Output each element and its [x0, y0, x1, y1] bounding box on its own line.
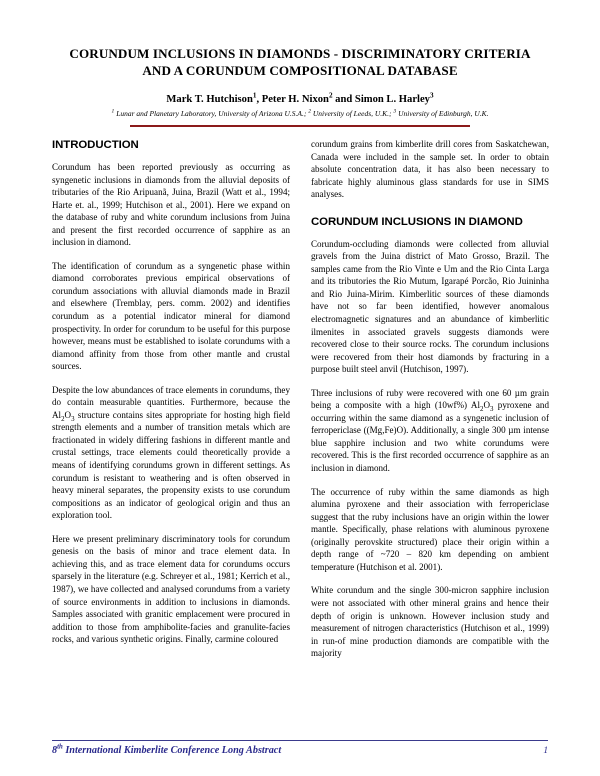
left-column	[52, 138, 290, 660]
footer-row	[52, 744, 548, 758]
author-affiliation-ref-3: 3	[429, 91, 434, 100]
paragraph-intro-4: Here we present preliminary discriminatory tools for corundum genesis on the basis of minor and trace element data. In achieving this, and as trace element data for corundums occurs sparsely in the literature (e.g. Schreyer et al., 1981; Kerrich et al., 1987), we have collected and analysed corundums from a variety of source environments in addition to inclusions in diamonds. Samples associated with granitic emplacement were procured in addition to those from amphibolite-facies and granulite-facies rocks, and various synthetic origins. Finally, carmine coloured	[52, 533, 290, 645]
paragraph-intro-2: The identification of corundum as a syngenetic phase within diamond corroborates previous empirical observations of corundum associations with alluvial diamonds made in Brazil and elsewhere (Tremblay, pers. comm. 2002) and identifies corundum as a potential indicator mineral for diamond prospectivity. In order for corundum to be useful for this purpose however, means must be established to isolate corundums with a diamond affinity from those from other mantle and crustal sources.	[52, 260, 290, 372]
paragraph-intro-1: Corundum has been reported previously as occurring as syngenetic inclusions in diamonds from the alluvial deposits of tributaries of the Rio Aripuanã, Juina, Brazil (Watt et al., 1994; Harte et. al., 1999; Hutchison et al., 2001). Here we expand on the database of ruby and white corundum inclusions from Juina and present the first recorded occurrence of sapphire as an inclusion in diamond.	[52, 162, 290, 248]
paragraph-corundum-3: The occurrence of ruby within the same diamonds as high alumina pyroxene and their association with ferropericlase suggest that the ruby inclusions have an origin within the lower mantle. Specifically, phase relations with aluminous pyroxene (originally perovskite structured) place their origin within a depth range of ~720 – 820 km depending on ambient temperature (Hutchison et al. 2001).	[311, 486, 549, 572]
formula-subscript-al2o3-2: 2	[61, 415, 65, 423]
affiliation-marker-1: 1	[111, 108, 115, 115]
formula-subscript-al2o3-3: 3	[71, 415, 75, 423]
paragraph-intro-3-text-a: Despite the low abundances of trace elements in corundums, they do contain measurable quantities. Furthermore, because the Al	[52, 384, 290, 420]
title-block	[0, 0, 600, 127]
author-name-1: Mark T. Hutchison	[166, 94, 253, 106]
body-columns	[0, 138, 600, 660]
footer-conference-name	[52, 744, 281, 757]
formula-subscript-al2o3-3-right: 3	[489, 406, 494, 414]
page-footer	[52, 740, 548, 758]
paragraph-corundum-2	[311, 387, 549, 475]
author-separator-2: and	[332, 94, 355, 106]
header-divider-rule	[130, 125, 470, 127]
section-heading-corundum-inclusions: CORUNDUM INCLUSIONS IN DIAMOND	[311, 215, 523, 228]
section-heading-introduction: INTRODUCTION	[52, 139, 139, 151]
author-affiliation-ref-1: 1	[252, 91, 257, 100]
page-title	[52, 46, 548, 79]
affiliation-marker-3: 3	[393, 108, 397, 115]
affiliation-text-2: University of Leeds, U.K.;	[311, 109, 394, 119]
footer-conference-ordinal: th	[57, 743, 63, 751]
author-affiliation-ref-2: 2	[328, 91, 333, 100]
author-name-2: Peter H. Nixon	[261, 94, 329, 106]
footer-conference-text: International Kimberlite Conference Long Abstract	[62, 745, 282, 756]
paragraph-intro-continued: corundum grains from kimberlite drill cores from Saskatchewan, Canada were included in the sample set. In order to obtain absolute concentration data, it has also been necessary to fabricate highly aluminous glass standards for use in SIMS analyses.	[311, 139, 549, 200]
affiliation-text-1: Lunar and Planetary Laboratory, University of Arizona U.S.A.;	[114, 109, 309, 119]
author-separator-1: ,	[256, 94, 262, 106]
page-title-line-1: CORUNDUM INCLUSIONS IN DIAMONDS - DISCRIMINATORY CRITERIA	[69, 46, 531, 61]
affiliation-text-3: University of Edinburgh, U.K.	[396, 109, 489, 119]
footer-page-number: 1	[543, 746, 548, 756]
paragraph-corundum-1: Corundum-occluding diamonds were collected from alluvial gravels from the Juina district of Mato Grosso, Brazil. The samples came from the Rio Vinte e Um and the Rio Cinta Larga and its tributories the Rio Mutum, Igarapé Porcão, Rio Juininha and Rio Juina-Mirim. Kimberlitic sources of these diamonds have not so far been identified, however anomalous electromagnetic signatures and an abundance of kimberlitic ilmenites in associated gravels suggests diamonds were recovered close to their source rocks. The corundum inclusions were recovered from their host diamonds by fracturing in a purpose built steel anvil (Hutchison, 1997).	[311, 238, 549, 375]
author-list	[52, 93, 548, 106]
paragraph-intro-3-text-c: structure contains sites appropriate for hosting high field strength elements and a number of transition metals which are fractionated in widely differing fashions in different mantle and crustal settings, trace elements could theoretically provide a means of identifying corundums grown in different settings. As corundum is resistant to weathering and is often observed in heavy mineral separates, the propensity exists to use corundum compositions as an indicator of geological origin and thus an exploration tool.	[52, 409, 290, 521]
paragraph-corundum-2-text-c: pyroxene and occurring within the same diamond as a syngenetic inclusion of ferropericlase ((Mg,Fe)O). Additionally, a single 300 µm intense blue sapphire inclusion and two white corundums were recovered. This is the first recorded occurrence of sapphire as an inclusion in diamond.	[311, 400, 549, 474]
paragraph-corundum-2-text-b: O	[483, 400, 490, 411]
affiliation-list	[52, 109, 548, 119]
affiliation-marker-2: 2	[308, 108, 312, 115]
paragraph-corundum-4: White corundum and the single 300-micron sapphire inclusion were not associated with other mineral grains and hence their depth of origin is unknown. However inclusion study and measurement of nitrogen characteristics (Hutchison et al., 1999) in run-of mine production diamonds are compatible with the majority	[311, 585, 549, 659]
footer-divider-rule	[52, 740, 548, 741]
paragraph-intro-3	[52, 384, 290, 522]
paragraph-corundum-2-text-a: Three inclusions of ruby were recovered with one 60 µm grain being a composite with a high (10wf%) Al	[311, 387, 549, 411]
page-title-line-2: AND A CORUNDUM COMPOSITIONAL DATABASE	[142, 62, 458, 78]
author-name-3: Simon L. Harley	[354, 94, 430, 106]
footer-conference-number: 8	[52, 745, 58, 756]
paragraph-intro-3-text-b: O	[64, 409, 72, 420]
right-column	[311, 138, 549, 660]
formula-subscript-al2o3-2-right: 2	[479, 406, 484, 414]
